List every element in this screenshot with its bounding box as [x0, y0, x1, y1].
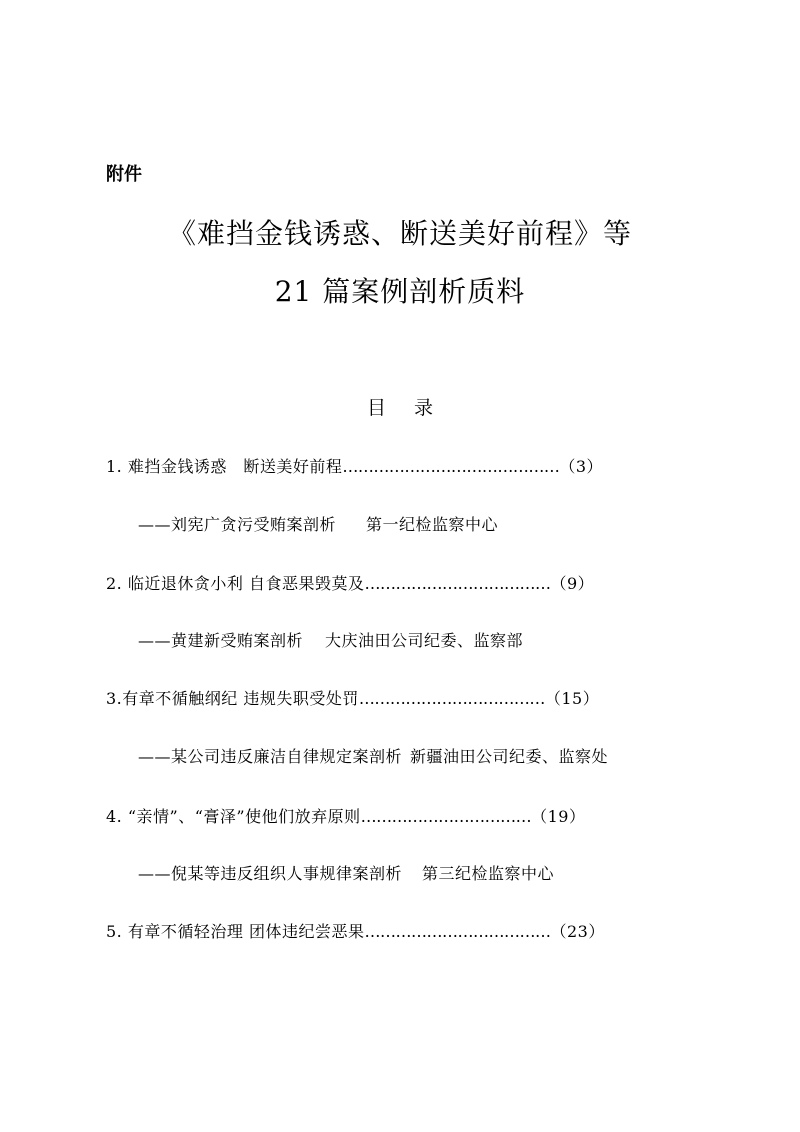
toc-entry-title: 有章不循轻治理 团体违纪尝恶果: [127, 922, 365, 941]
toc-entry-page: （19）: [531, 807, 586, 826]
toc-entry-dots: ………………………………: [358, 689, 545, 708]
toc-entry-subtitle: ——刘宪广贪污受贿案剖析: [138, 515, 337, 534]
toc-entry-page: （9）: [550, 574, 595, 593]
toc-entry-page: （15）: [544, 689, 600, 708]
toc-entry-page: （3）: [559, 457, 604, 476]
toc-entry-number: 4.: [106, 807, 123, 826]
toc-entry-org: 第一纪检监察中心: [366, 515, 499, 534]
toc-entry-1[interactable]: [106, 454, 603, 477]
toc-entry-title: 有章不循触纲纪 违规失职受处罚: [122, 689, 359, 708]
toc-entry-dots: ……………………………: [360, 807, 532, 826]
toc-entry-2-subtitle: [138, 628, 523, 651]
toc-entry-dots: ……………………………………: [342, 457, 560, 476]
toc-entry-4[interactable]: [106, 804, 585, 827]
toc-entry-title: 临近退休贪小利 自食恶果毁莫及: [127, 574, 365, 593]
toc-entry-2[interactable]: [106, 571, 594, 594]
toc-heading-left: 目: [366, 397, 386, 419]
toc-entry-page: （23）: [550, 922, 605, 941]
toc-entry-subtitle: ——黄建新受贿案剖析: [138, 631, 304, 650]
attachment-label: 附件: [106, 164, 142, 185]
toc-entry-number: 1.: [106, 457, 123, 476]
toc-entry-1-subtitle: [138, 512, 498, 535]
toc-entry-3-subtitle: [138, 744, 608, 767]
toc-entry-org: 大庆油田公司纪委、监察部: [325, 631, 524, 650]
toc-entry-subtitle: ——倪某等违反组织人事规律案剖析: [138, 864, 403, 883]
toc-entry-subtitle: ——某公司违反廉洁自律规定案剖析: [138, 747, 403, 766]
toc-heading-right: 录: [414, 397, 434, 419]
toc-entry-org: 第三纪检监察中心: [422, 864, 555, 883]
toc-entry-4-subtitle: [138, 861, 554, 884]
toc-entry-title: 难挡金钱诱惑 断送美好前程: [127, 457, 343, 476]
toc-entry-5[interactable]: [106, 919, 605, 942]
toc-entry-3[interactable]: [106, 686, 599, 709]
toc-entry-org: 新疆油田公司纪委、监察处: [410, 747, 609, 766]
toc-heading: [0, 393, 800, 420]
toc-entry-dots: ………………………………: [364, 922, 551, 941]
document-title-line2: 21 篇案例剖析质料: [274, 275, 526, 308]
toc-entry-dots: ………………………………: [364, 574, 551, 593]
toc-entry-number: 5.: [106, 922, 123, 941]
toc-entry-title: “亲情”、“膏泽”使他们放弃原则: [127, 807, 361, 826]
document-title-line1: 《难挡金钱诱惑、断送美好前程》等: [167, 217, 632, 250]
toc-entry-number: 3.: [106, 689, 123, 708]
toc-entry-number: 2.: [106, 574, 123, 593]
